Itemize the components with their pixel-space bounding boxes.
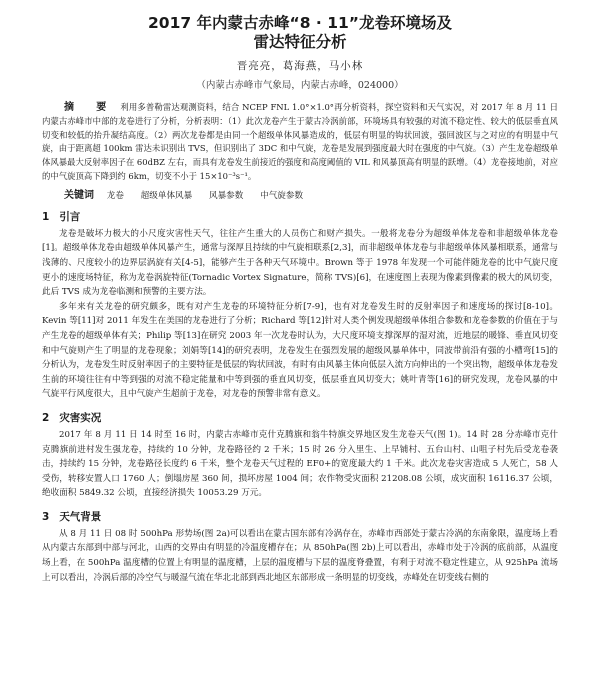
keywords-label: 关键词 <box>64 189 94 201</box>
paragraph: 从 8 月 11 日 08 时 500hPa 形势场(图 2a)可以看出在蒙古国东部有冷涡存在，赤峰市西部处于蒙古冷涡的东南象限，温度场上看从内蒙古东部到中部与河北，山西的交界由有明显的冷温度槽存在；从 850hPa(图 2b)上可以看出，赤峰市处于冷涡的底前部，从温度场上看，在 500hPa 温度槽的位置上有明显的温度槽，上层的温度槽与下层的温度脊叠置，有利于对流不稳定性建立，从 925hPa 流场上可以看出，冷涡后部的冷空气与暖湿气流在华北北部到西北地区东部形成一条明显的切变线，赤峰处在切变线右侧的 <box>42 528 558 583</box>
abstract-text: 利用多普勒雷达观测资料，结合 NCEP FNL 1.0°×1.0°再分析资料，探空资料和天气实况，对 2017 年 8 月 11 日内蒙古赤峰市中部的龙卷进行了分析，分析表明：（1）此次龙卷产生于蒙古冷涡前部，环境场具有较强的对流不稳定性、较大的低层垂直风切变和较低的抬升凝结高度。（2）两次龙卷都是由同一个超级单体风暴造成的，低层有明显的钩状回波，强回波区与之对应的有明显中气旋，由于距离超 100km 雷达未识别出 TVS，但识别出了 3DC 和中气旋，龙卷是发展到强度最大时在强度的中气旋。（3）产生龙卷超级单体风暴最大反射率因子在 60dBZ 左右，而具有龙卷发生前接近的强度和高度阈值的 VIL 和风暴顶高有明显的跃增。（4）龙卷接地前，对应的中气旋顶高下降到约 6km，切变不小于 15×10⁻³s⁻¹。 <box>42 102 559 181</box>
keywords <box>42 186 558 201</box>
authors: 晋亮亮，葛海燕，马小林 <box>236 60 364 72</box>
section-heading <box>42 509 558 524</box>
abstract-label: 摘 要 <box>64 102 113 113</box>
section-number: 2 <box>42 411 50 424</box>
section-heading <box>42 410 558 425</box>
keyword: 中气旋参数 <box>260 190 304 201</box>
paragraph: 龙卷是破坏力极大的小尺度灾害性天气，往往产生重大的人员伤亡和财产损失。一般将龙卷分为超级单体龙卷和非超级单体龙卷[1]。超级单体龙卷由超级单体风暴产生，通常与深厚且持续的中气旋相联系[2,3]，而非超级单体龙卷与非超级单体风暴相联系，通常与浅薄的、尺度较小的边界层涡旋有关[4-5]，能够产生于各种天气环境中。Brown 等于 1978 年发现一个可能伴随龙卷的比中气旋尺度更小的速度场特征，称为龙卷涡旋特征(Tornadic Vortex Signature，简称 TVS)[6]，在速度图上表现为像素到像素的极大的风切变，此后 TVS 成为龙卷临测和预警的主要方法。 <box>42 228 558 298</box>
affiliation: （内蒙古赤峰市气象局，内蒙古赤峰，024000） <box>196 80 404 91</box>
section-number: 1 <box>42 210 50 223</box>
section-title: 天气背景 <box>59 510 102 523</box>
section-heading <box>42 209 558 224</box>
paragraph: 2017 年 8 月 11 日 14 时至 16 时，内蒙古赤峰市克什克腾旗和翁牛特旗交界地区发生龙卷天气(图 1)。14 时 28 分赤峰市克什克腾旗前进村发生强龙卷，持续约 10 分钟，龙卷路径约 2 千米；15 时 26 分入里生、上早铺村、五台山村、山咀子村先后受龙卷袭击，持续约 15 分钟，龙卷路径长度约 6 千米，整个龙卷天气过程的 EF0+的宽度最大约 1 千米。此次龙卷灾害造成 5 人死亡，58 人受伤，转移安置人口 1760 人；倒塌房屋 360 间，损坏房屋 1004 间；农作物受灾面积 21208.08 公顷，成灾面积 16116.37 公顷，绝收面积 5849.32 公顷，直接经济损失 10053.29 万元。 <box>42 429 558 499</box>
section-disaster <box>42 410 558 501</box>
paragraph: 多年来有关龙卷的研究颇多，既有对产生龙卷的环境特征分析[7-9]，也有对龙卷发生时的反射率因子和速度场的探讨[8-10]。Kevin 等[11]对 2011 年发生在美国的龙卷进行了分析；Richard 等[12]针对人类个例发现超级单体组合参数和龙卷参数的价值在于与产生龙卷的超级单体有关；Philip 等[13]在研究 2003 年一次龙卷时认为，大尺度环境支撑深厚的湿对流，近地层的暖锋、垂直风切变和中气旋则产生了明显的龙卷现象；刘娟等[14]的研究表明，龙卷发生在强烈发展的超级风暴单体中，同波带前沿有强的小槽弯[15]的分析认为，龙卷发生时反射率因子的主要特征是低层的钩状回波，有时有由风暴主体向低层入流方向伸出的一个突出物，超级单体龙卷发生前的环境往往有中等到强的对流不稳定能量和中等到强的垂直风切变，低层垂直风切变大；姚叶青等[16]的研究发现，龙卷风暴的中气旋平行风度很大，且中气旋产生超前于龙卷，对龙卷的预警非常有意义。 <box>42 301 558 400</box>
title-line-2: 雷达特征分析 <box>253 33 347 51</box>
paper-title <box>42 14 558 52</box>
section-title: 引言 <box>59 210 81 223</box>
abstract <box>42 101 558 184</box>
section-introduction <box>42 209 558 402</box>
section-weather-background <box>42 509 558 585</box>
section-title: 灾害实况 <box>59 411 102 424</box>
keyword: 风暴参数 <box>208 190 244 201</box>
keyword: 龙卷 <box>106 190 124 201</box>
keyword: 超级单体风暴 <box>140 190 193 201</box>
section-number: 3 <box>42 510 50 523</box>
title-line-1: 2017 年内蒙古赤峰“8 · 11”龙卷环境场及 <box>148 14 452 32</box>
